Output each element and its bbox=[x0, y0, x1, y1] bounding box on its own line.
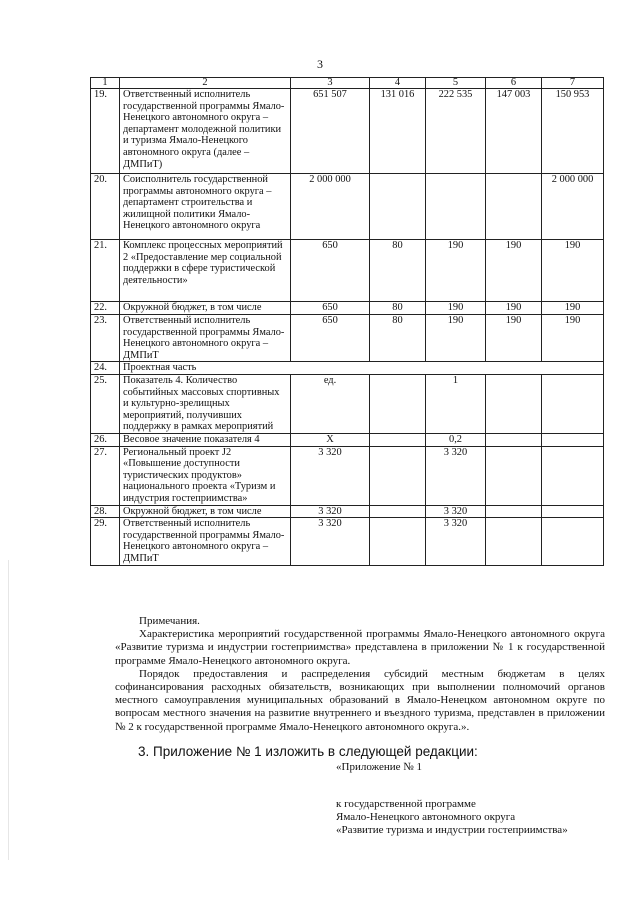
header-cell: 1 bbox=[91, 78, 120, 89]
value-cell-c4 bbox=[370, 518, 426, 566]
value-cell-c3: 650 bbox=[291, 302, 370, 315]
notes-block bbox=[115, 615, 605, 734]
value-cell-c3: X bbox=[291, 433, 370, 446]
row-description: Комплекс процессных мероприятий 2 «Предоставление мер социальной поддержки в сфере туристической деятельности» bbox=[120, 240, 291, 302]
page-number: 3 bbox=[317, 57, 323, 71]
value-cell-c4: 80 bbox=[370, 240, 426, 302]
value-cell-c5: 222 535 bbox=[426, 89, 486, 174]
row-number: 19. bbox=[91, 89, 120, 174]
value-cell-c6: 190 bbox=[486, 315, 542, 362]
row-number: 27. bbox=[91, 446, 120, 505]
value-cell-c6 bbox=[486, 446, 542, 505]
value-cell-c6: 147 003 bbox=[486, 89, 542, 174]
row-description: Ответственный исполнитель государственной программы Ямало-Ненецкого автономного округа – департамент молодежной политики и туризма Ямало-Ненецкого автономного округа (далее – ДМПиТ) bbox=[120, 89, 291, 174]
row-number: 26. bbox=[91, 433, 120, 446]
program-table bbox=[90, 77, 604, 566]
value-cell-c6: 190 bbox=[486, 302, 542, 315]
header-cell: 4 bbox=[370, 78, 426, 89]
value-cell-c4: 80 bbox=[370, 315, 426, 362]
notes-paragraph-2: Порядок предоставления и распределения субсидий местным бюджетам в целях софинансирования расходных обязательств, возникающих при выполнении полномочий органов местного самоуправления муниципальных образований в Ямало-Ненецком автономном округе по вопросам местного значения на развитие внутреннего и въездного туризма, представлен в приложении № 2 к государственной программе Ямало-Ненецкого автономного округа.». bbox=[115, 667, 605, 733]
value-cell-c5: 3 320 bbox=[426, 446, 486, 505]
value-cell-c7: 190 bbox=[542, 240, 604, 302]
value-cell-c5: 3 320 bbox=[426, 505, 486, 518]
row-description: Соисполнитель государственной программы автономного округа – департамент строительства и жилищной политики Ямало-Ненецкого автономного округа bbox=[120, 174, 291, 240]
row-description: Показатель 4. Количество событийных массовых спортивных и культурно-зрелищных мероприятий, получивших поддержку в рамках мероприятий bbox=[120, 374, 291, 433]
row-number: 21. bbox=[91, 240, 120, 302]
table-row bbox=[91, 174, 604, 240]
value-cell-c6 bbox=[486, 374, 542, 433]
value-cell-c5: 190 bbox=[426, 240, 486, 302]
value-cell-c7 bbox=[542, 518, 604, 566]
value-cell-c7: 190 bbox=[542, 315, 604, 362]
table-row bbox=[91, 302, 604, 315]
value-cell-c5: 3 320 bbox=[426, 518, 486, 566]
value-cell-c6 bbox=[486, 505, 542, 518]
header-cell: 6 bbox=[486, 78, 542, 89]
value-cell-c5 bbox=[426, 174, 486, 240]
value-cell-c4 bbox=[370, 505, 426, 518]
value-cell-c7 bbox=[542, 446, 604, 505]
table-header-row bbox=[91, 78, 604, 89]
table-row bbox=[91, 446, 604, 505]
value-cell-c4 bbox=[370, 374, 426, 433]
section-3-heading: 3. Приложение № 1 изложить в следующей редакции: bbox=[138, 744, 478, 759]
notes-paragraph-1: Характеристика мероприятий государственной программы Ямало-Ненецкого автономного округа «Развитие туризма и индустрии гостеприимства» представлена в приложении № 1 к государственной программе Ямало-Ненецкого автономного округа. bbox=[115, 628, 605, 667]
value-cell-c7 bbox=[542, 433, 604, 446]
value-cell-c3: 3 320 bbox=[291, 518, 370, 566]
value-cell-c6 bbox=[486, 174, 542, 240]
row-description: Ответственный исполнитель государственной программы Ямало-Ненецкого автономного округа – ДМПиТ bbox=[120, 315, 291, 362]
attachment-line-4: «Развитие туризма и индустрии гостеприимства» bbox=[336, 824, 568, 836]
value-cell-c4: 80 bbox=[370, 302, 426, 315]
value-cell-c5: 190 bbox=[426, 315, 486, 362]
value-cell-c3: ед. bbox=[291, 374, 370, 433]
table-row bbox=[91, 518, 604, 566]
attachment-line-3: Ямало-Ненецкого автономного округа bbox=[336, 811, 516, 823]
attachment-line-2: к государственной программе bbox=[336, 798, 476, 810]
value-cell-c4 bbox=[370, 174, 426, 240]
row-number: 29. bbox=[91, 518, 120, 566]
table-row bbox=[91, 433, 604, 446]
row-description: Ответственный исполнитель государственной программы Ямало-Ненецкого автономного округа – ДМПиТ bbox=[120, 518, 291, 566]
row-number: 28. bbox=[91, 505, 120, 518]
value-cell-c3: 3 320 bbox=[291, 505, 370, 518]
row-number: 25. bbox=[91, 374, 120, 433]
value-cell-c5: 1 bbox=[426, 374, 486, 433]
header-cell: 7 bbox=[542, 78, 604, 89]
header-cell: 5 bbox=[426, 78, 486, 89]
notes-title: Примечания. bbox=[139, 615, 200, 627]
scan-edge-divider bbox=[8, 560, 9, 860]
value-cell-c3: 650 bbox=[291, 315, 370, 362]
table-row bbox=[91, 315, 604, 362]
value-cell-c7 bbox=[542, 505, 604, 518]
value-cell-c4 bbox=[370, 433, 426, 446]
value-cell-c5: 190 bbox=[426, 302, 486, 315]
value-cell-c6: 190 bbox=[486, 240, 542, 302]
value-cell-c3: 3 320 bbox=[291, 446, 370, 505]
value-cell-c3: 651 507 bbox=[291, 89, 370, 174]
table-row bbox=[91, 505, 604, 518]
attachment-line-1: «Приложение № 1 bbox=[336, 761, 423, 773]
row-description: Окружной бюджет, в том числе bbox=[120, 302, 291, 315]
table-row bbox=[91, 240, 604, 302]
row-number: 23. bbox=[91, 315, 120, 362]
row-number: 24. bbox=[91, 362, 120, 375]
row-number: 20. bbox=[91, 174, 120, 240]
value-cell-c5: 0,2 bbox=[426, 433, 486, 446]
row-number: 22. bbox=[91, 302, 120, 315]
table-row bbox=[91, 362, 604, 375]
value-cell-c7: 2 000 000 bbox=[542, 174, 604, 240]
row-description: Весовое значение показателя 4 bbox=[120, 433, 291, 446]
value-cell-c7 bbox=[542, 374, 604, 433]
value-cell-c3: 2 000 000 bbox=[291, 174, 370, 240]
header-cell: 2 bbox=[120, 78, 291, 89]
header-cell: 3 bbox=[291, 78, 370, 89]
section-label: Проектная часть bbox=[120, 362, 604, 375]
value-cell-c3: 650 bbox=[291, 240, 370, 302]
value-cell-c6 bbox=[486, 518, 542, 566]
value-cell-c7: 150 953 bbox=[542, 89, 604, 174]
value-cell-c6 bbox=[486, 433, 542, 446]
table-row bbox=[91, 374, 604, 433]
table-row bbox=[91, 89, 604, 174]
value-cell-c4: 131 016 bbox=[370, 89, 426, 174]
row-description: Региональный проект J2 «Повышение доступности туристических продуктов» национального проекта «Туризм и индустрия гостеприимства» bbox=[120, 446, 291, 505]
row-description: Окружной бюджет, в том числе bbox=[120, 505, 291, 518]
value-cell-c4 bbox=[370, 446, 426, 505]
value-cell-c7: 190 bbox=[542, 302, 604, 315]
